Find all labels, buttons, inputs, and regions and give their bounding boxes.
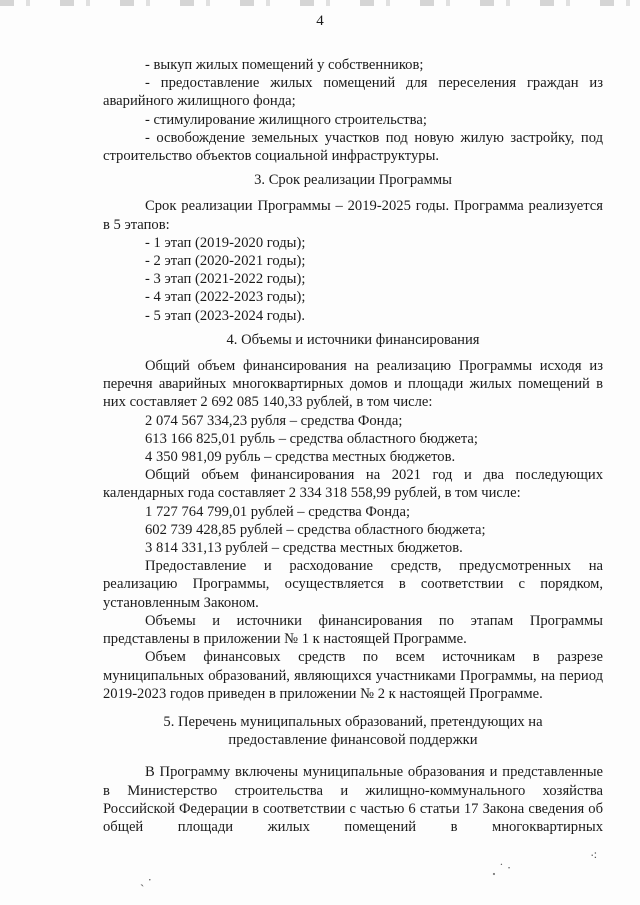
spacer — [103, 703, 603, 713]
section-3-text: Срок реализации Программы – 2019-2025 годы. Программа реализуется в 5 этапов: — [103, 198, 603, 233]
total-financing-text: Общий объем финансирования на реализацию Программы исходя из перечня аварийных многоквартирных домов и площади жилых помещений в них составляет 2 692 085 140,33 рублей, в том числе: — [103, 358, 603, 411]
intro-item: - стимулирование жилищного строительства; — [145, 111, 427, 128]
section-3-heading: 3. Срок реализации Программы — [254, 172, 452, 189]
period-financing-item: 3 814 331,13 рублей – средства местных бюджетов. — [145, 540, 463, 557]
stage-item: - 5 этап (2023-2024 годы). — [145, 307, 305, 324]
total-financing-item: 2 074 567 334,23 рубля – средства Фонда; — [145, 412, 403, 429]
intro-item: - выкуп жилых помещений у собственников; — [145, 57, 424, 73]
page-number: 4 — [316, 13, 324, 29]
financing-paragraph: Объем финансовых средств по всем источникам в разрезе муниципальных образований, являющихся участниками Программы, на период 2019-2023 годов приведен в приложении № 2 к настоящей Программе. — [103, 649, 603, 702]
stage-item: - 2 этап (2020-2021 годы); — [145, 253, 306, 270]
period-financing-item: 602 739 428,85 рублей – средства областного бюджета; — [145, 521, 486, 538]
section-5-heading-line1: 5. Перечень муниципальных образований, претендующих на — [163, 713, 543, 730]
period-financing-item: 1 727 764 799,01 рублей – средства Фонда; — [145, 503, 410, 520]
stage-item: - 1 этап (2019-2020 годы); — [145, 234, 306, 251]
scan-mark: ⸼ ˙ · — [493, 860, 512, 875]
document-body — [103, 56, 603, 836]
stage-item: - 4 этап (2022-2023 годы); — [145, 289, 306, 306]
total-financing-item: 4 350 981,09 рубль – средства местных бюджетов. — [145, 449, 456, 466]
scan-mark: ⁖ — [590, 848, 598, 863]
section-5-text: В Программу включены муниципальные образования и представленные в Министерство строительства и жилищно-коммунального хозяйства Российской Федерации в соответствии с частью 6 статьи 17 Закона сведения об общей площади жилых помещений в многоквартирных — [103, 764, 603, 835]
financing-paragraph: Объемы и источники финансирования по этапам Программы представлены в приложении № 1 к настоящей Программе. — [103, 612, 603, 648]
section-4-heading: 4. Объемы и источники финансирования — [226, 331, 480, 348]
total-financing-item: 613 166 825,01 рубль – средства областного бюджета; — [145, 430, 478, 447]
section-5-heading-line2: предоставление финансовой поддержки — [228, 732, 478, 749]
scan-edge-artifact — [0, 0, 640, 6]
intro-item: - освобождение земельных участков под новую жилую застройку, под строительство объектов социальной инфраструктуры. — [103, 129, 603, 165]
stage-item: - 3 этап (2021-2022 годы); — [145, 271, 306, 288]
period-financing-text: Общий объем финансирования на 2021 год и два последующих календарных года составляет 2 334 318 558,99 рублей, в том числе: — [103, 467, 603, 502]
intro-item: - предоставление жилых помещений для переселения граждан из аварийного жилищного фонда; — [103, 75, 603, 110]
financing-paragraph: Предоставление и расходование средств, предусмотренных на реализацию Программы, осуществляется в соответствии с порядком, установленным Законом. — [103, 558, 603, 611]
scan-mark: ˎ · — [140, 872, 152, 887]
